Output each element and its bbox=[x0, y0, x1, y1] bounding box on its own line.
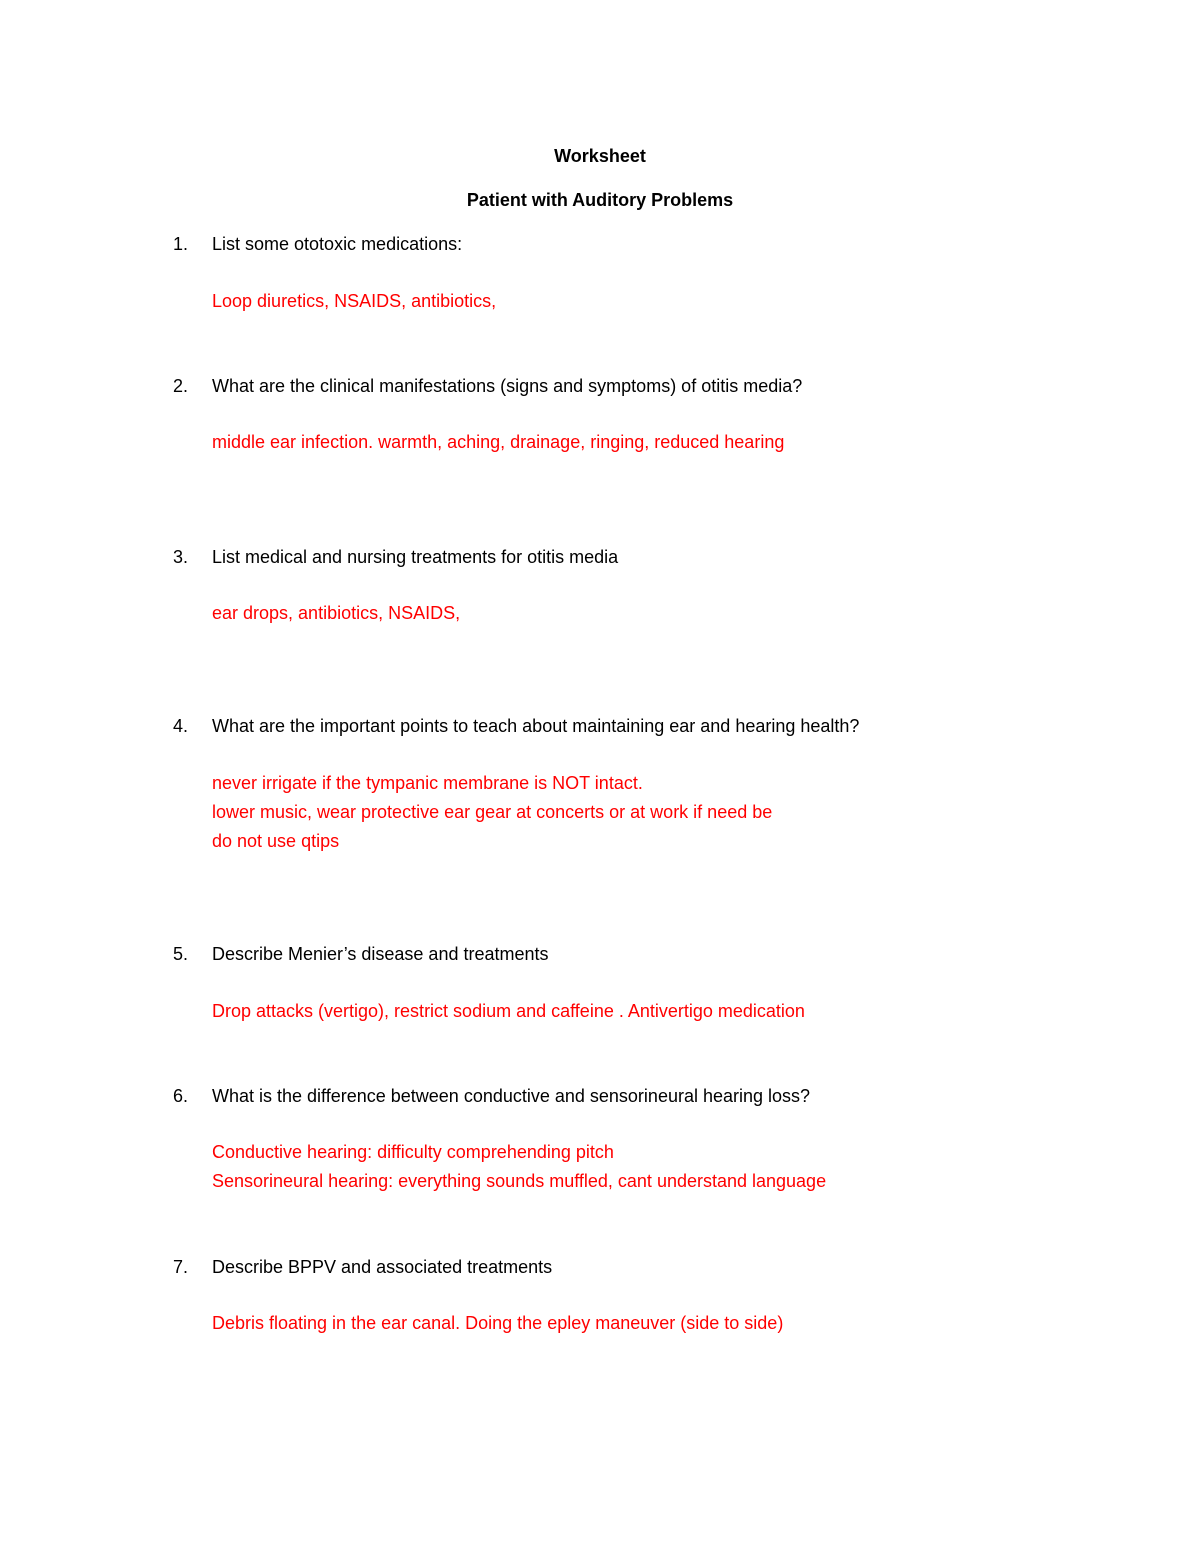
answer-line: do not use qtips bbox=[212, 831, 340, 851]
question-number: 6. bbox=[173, 1086, 189, 1106]
question-number: 4. bbox=[173, 716, 189, 736]
answer-block bbox=[212, 1309, 783, 1338]
question-text: What is the difference between conductive and sensorineural hearing loss? bbox=[212, 1086, 811, 1106]
answer-block bbox=[212, 769, 772, 856]
question-number: 1. bbox=[173, 234, 189, 254]
answer-line: Drop attacks (vertigo), restrict sodium and caffeine . Antivertigo medication bbox=[212, 1001, 805, 1021]
answer-line: Debris floating in the ear canal. Doing the epley maneuver (side to side) bbox=[212, 1313, 784, 1333]
answer-line: never irrigate if the tympanic membrane is NOT intact. bbox=[212, 773, 643, 793]
question-text: What are the important points to teach about maintaining ear and hearing health? bbox=[212, 716, 860, 736]
question-number: 2. bbox=[173, 376, 189, 396]
answer-block bbox=[212, 1138, 826, 1196]
answer-line: Loop diuretics, NSAIDS, antibiotics, bbox=[212, 291, 497, 311]
page-title: Worksheet bbox=[554, 146, 646, 166]
answer-line: Sensorineural hearing: everything sounds muffled, cant understand language bbox=[212, 1171, 827, 1191]
question-number: 3. bbox=[173, 547, 189, 567]
answer-line: middle ear infection. warmth, aching, drainage, ringing, reduced hearing bbox=[212, 432, 785, 452]
question-text: List medical and nursing treatments for otitis media bbox=[212, 547, 619, 567]
answer-line: ear drops, antibiotics, NSAIDS, bbox=[212, 603, 461, 623]
page-subtitle: Patient with Auditory Problems bbox=[466, 190, 734, 210]
question-number: 5. bbox=[173, 944, 189, 964]
answer-block bbox=[212, 599, 460, 628]
answer-block bbox=[212, 287, 496, 316]
answer-line: lower music, wear protective ear gear at concerts or at work if need be bbox=[212, 802, 773, 822]
answer-block bbox=[212, 997, 805, 1026]
question-text: Describe Menier’s disease and treatments bbox=[212, 944, 549, 964]
question-text: What are the clinical manifestations (signs and symptoms) of otitis media? bbox=[212, 376, 803, 396]
question-text: Describe BPPV and associated treatments bbox=[212, 1257, 553, 1277]
answer-block bbox=[212, 428, 784, 457]
question-text: List some ototoxic medications: bbox=[212, 234, 463, 254]
question-number: 7. bbox=[173, 1257, 189, 1277]
answer-line: Conductive hearing: difficulty comprehending pitch bbox=[212, 1142, 614, 1162]
